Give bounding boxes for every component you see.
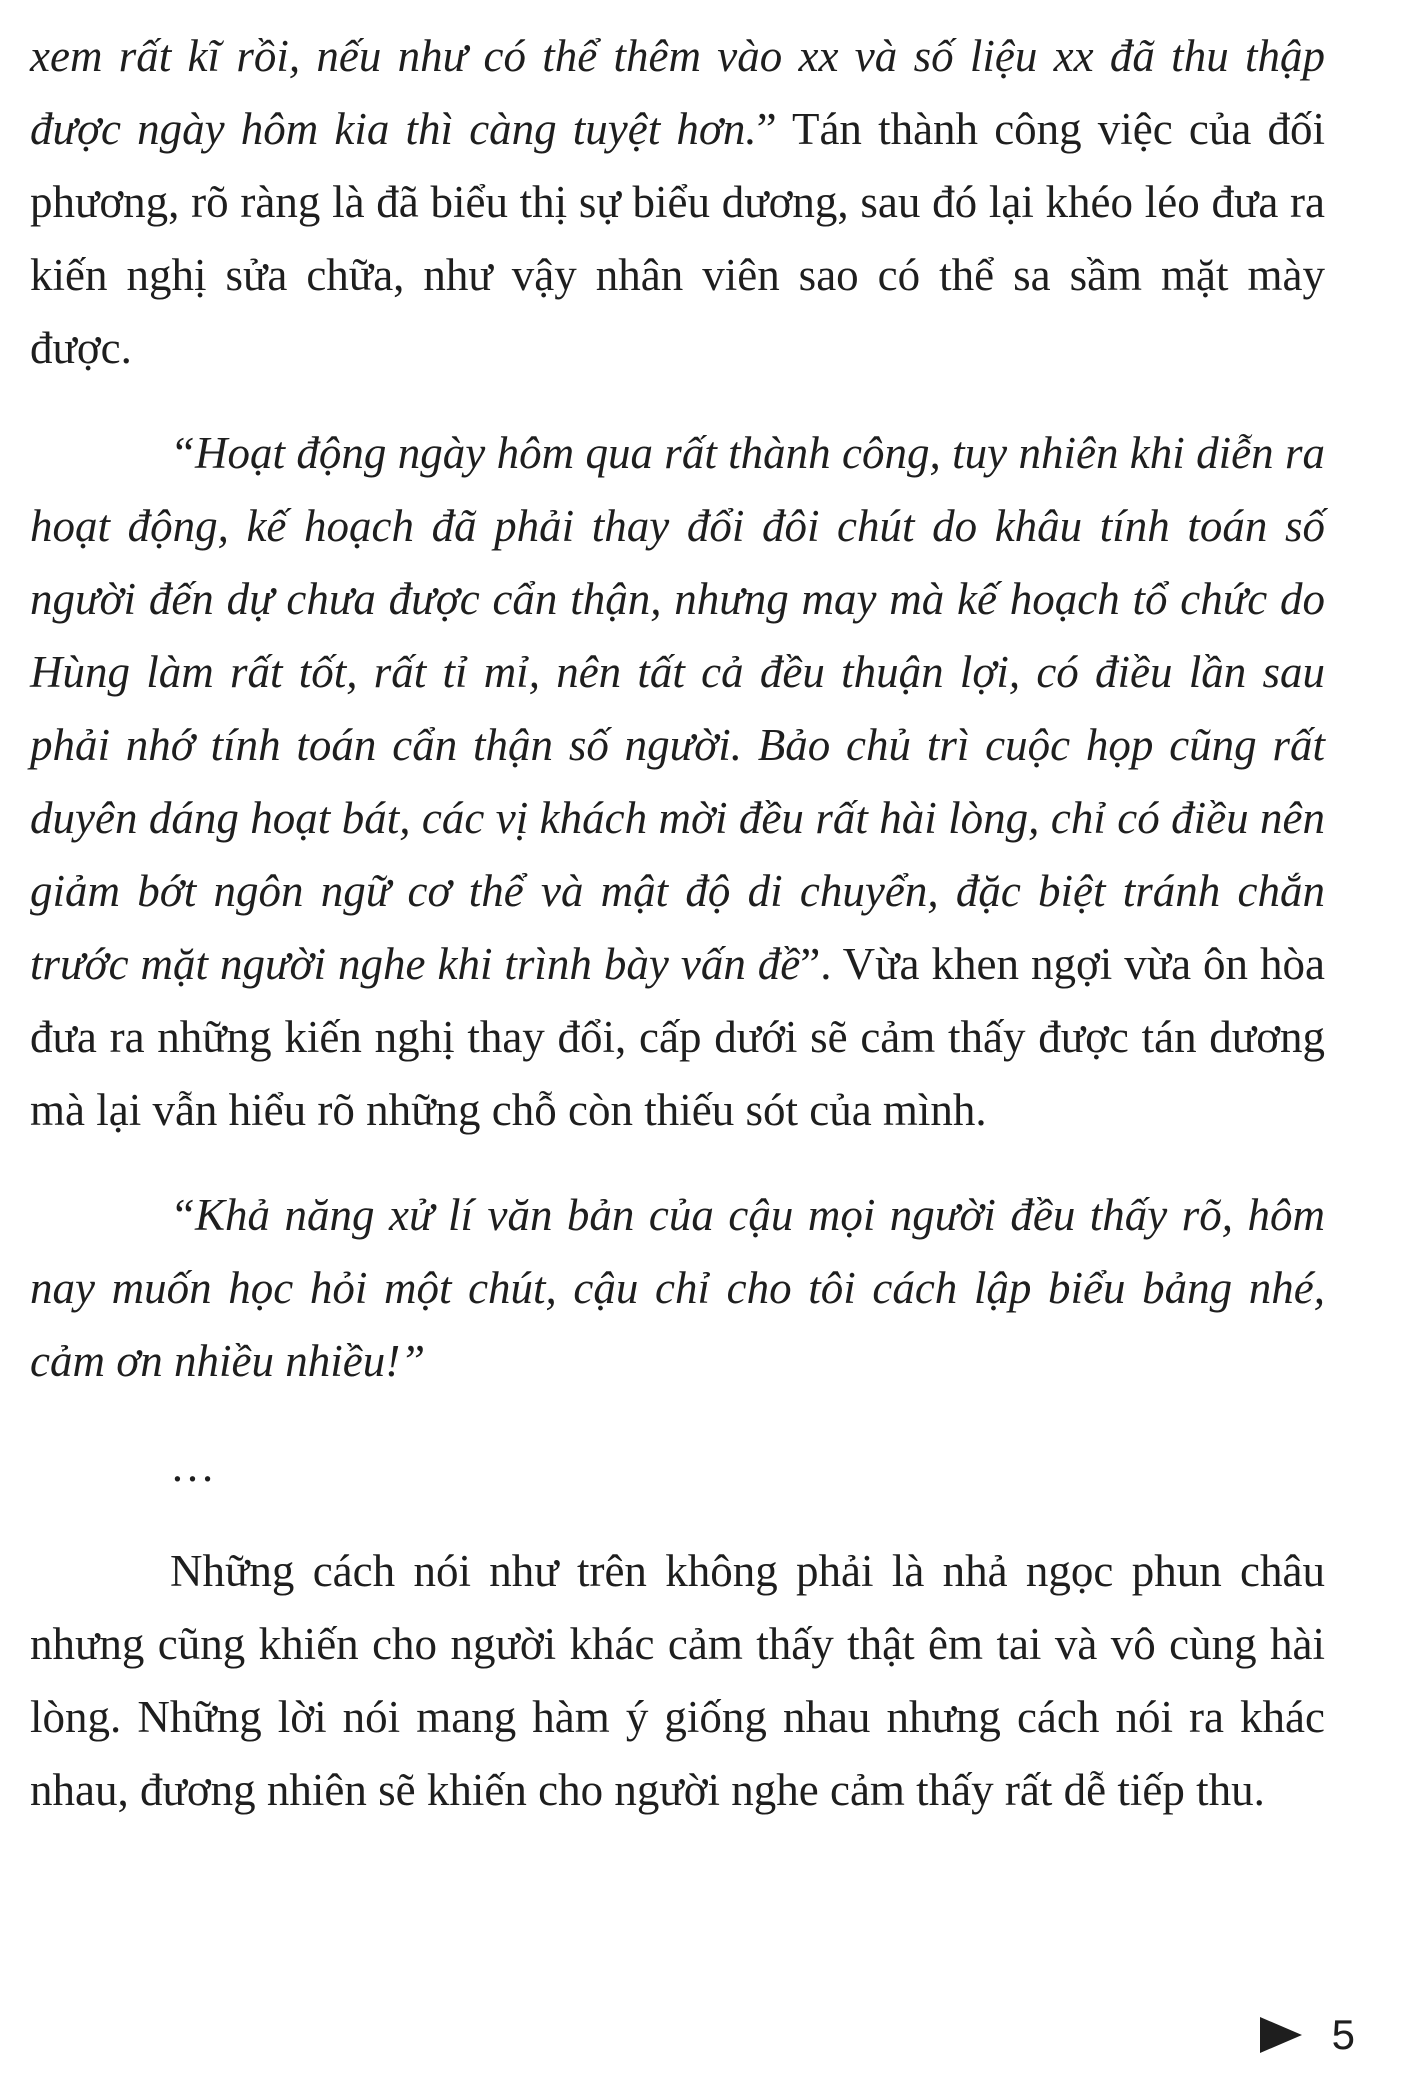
paragraph-2 [30,417,1325,1147]
quote-text: xem rất kĩ rồi, nếu như có thể thêm vào xx và số liệu xx đã thu thập được ngày hôm kia thì càng tuyệt hơn. [30,31,1325,154]
page-footer [1260,2010,1355,2060]
body-text: ”. Vừa khen ngợi vừa ôn hòa đưa ra những kiến nghị thay đổi, cấp dưới sẽ cảm thấy được tán dương mà lại vẫn hiểu rõ những chỗ còn thiếu sót của mình. [30,939,1325,1135]
page-number: 5 [1331,2011,1355,2058]
quote-text: “Hoạt động ngày hôm qua rất thành công, tuy nhiên khi diễn ra hoạt động, kế hoạch đã phải thay đổi đôi chút do khâu tính toán số người đến dự chưa được cẩn thận, nhưng may mà kế hoạch tổ chức do Hùng làm rất tốt, rất tỉ mỉ, nên tất cả đều thuận lợi, có điều lần sau phải nhớ tính toán cẩn thận số người. Bảo chủ trì cuộc họp cũng rất duyên dáng hoạt bát, các vị khách mời đều rất hài lòng, chỉ có điều nên giảm bớt ngôn ngữ cơ thể và mật độ di chuyển, đặc biệt tránh chắn trước mặt người nghe khi trình bày vấn đề [30,428,1325,989]
ellipsis: … [170,1441,219,1491]
body-text: ” Tán thành công việc của đối phương, rõ ràng là đã biểu thị sự biểu dương, sau đó lại khéo léo đưa ra kiến nghị sửa chữa, như vậy nhân viên sao có thể sa sầm mặt mày được. [30,104,1325,373]
body-text: Những cách nói như trên không phải là nhả ngọc phun châu nhưng cũng khiến cho người khác cảm thấy thật êm tai và vô cùng hài lòng. Những lời nói mang hàm ý giống nhau nhưng cách nói ra khác nhau, đương nhiên sẽ khiến cho người nghe cảm thấy rất dễ tiếp thu. [30,1546,1325,1815]
page-body [30,20,1325,1827]
paragraph-3 [30,1179,1325,1398]
paragraph-4 [30,1535,1325,1827]
quote-text: “Khả năng xử lí văn bản của cậu mọi người đều thấy rõ, hôm nay muốn học hỏi một chút, cậu chỉ cho tôi cách lập biểu bảng nhé, cảm ơn nhiều nhiều!” [30,1190,1325,1386]
right-triangle-icon [1260,2017,1302,2053]
ellipsis-line [30,1430,1325,1503]
paragraph-1 [30,20,1325,385]
